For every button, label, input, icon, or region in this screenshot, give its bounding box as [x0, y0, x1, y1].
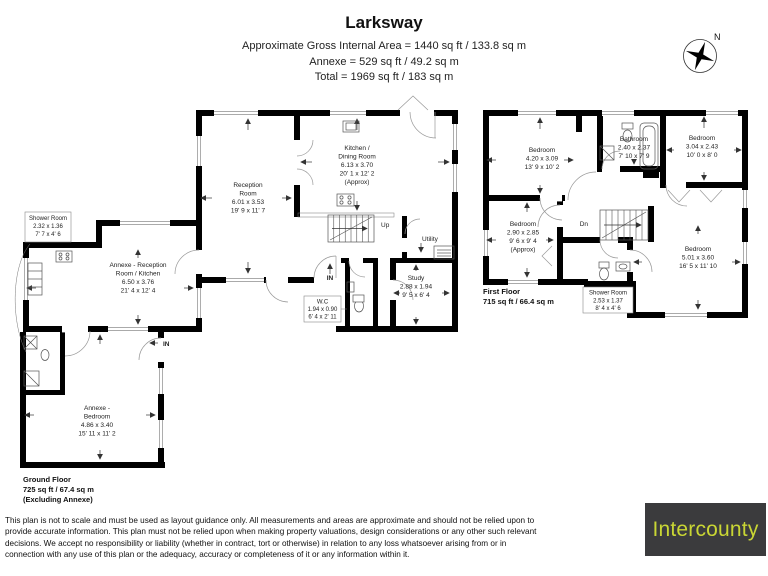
- room-label: 21' 4 x 12' 4: [120, 287, 156, 295]
- room-label: 2.53 x 1.37: [593, 298, 623, 305]
- annexe-area-line: Annexe = 529 sq ft / 49.2 sq m: [309, 55, 459, 68]
- window-marker: [226, 277, 264, 283]
- room-label: 2.32 x 1.36: [33, 224, 63, 230]
- room-label: 4.20 x 3.09: [525, 155, 559, 163]
- window-marker: [508, 279, 538, 285]
- compass-icon: [684, 32, 721, 73]
- room-label: Reception: [233, 182, 263, 189]
- room-label: Bedroom: [509, 221, 537, 228]
- room-label: 2.90 x 2.85: [506, 229, 540, 237]
- entrance-label: IN: [326, 275, 334, 282]
- room-label: 16' 5 x 11' 10: [679, 263, 717, 270]
- room-label: Room: [239, 190, 257, 198]
- room-label: 4.86 x 3.40: [80, 422, 114, 429]
- room-label: 5.01 x 3.60: [681, 254, 715, 262]
- stairs-down-label: Dn: [579, 221, 588, 228]
- room-label: 3.04 x 2.43: [685, 143, 719, 151]
- total-area-line: Total = 1969 sq ft / 183 sq m: [314, 71, 454, 83]
- page-title: Larksway: [345, 13, 423, 32]
- disclaimer-line: This plan is not to scale and must be used as layout guidance only. All measurements and areas are approximate and should not be relied upon to: [5, 516, 535, 525]
- door-opening: [196, 250, 203, 274]
- window-marker: [706, 110, 738, 116]
- disclaimer-line: connection with any use of this plan or the adequacy, accuracy or completeness of it or any information within it.: [5, 549, 410, 559]
- door-opening: [540, 195, 562, 202]
- window-marker: [108, 326, 148, 332]
- gross-area-line: Approximate Gross Internal Area = 1440 sq ft / 133.8 sq m: [241, 40, 526, 52]
- room-label: 20' 1 x 12' 2: [339, 170, 375, 178]
- first-floor-shower-fixtures: [599, 262, 630, 280]
- door-opening: [557, 205, 564, 227]
- window-marker: [196, 288, 202, 318]
- room-label: Annexe - Reception: [109, 262, 167, 269]
- window-marker: [602, 110, 634, 116]
- door-opening: [666, 182, 686, 189]
- room-label: 6' 4 x 2' 11: [308, 314, 337, 321]
- window-marker: [330, 110, 366, 116]
- window-marker: [120, 220, 170, 226]
- room-label: Study: [407, 275, 425, 282]
- window-marker: [158, 420, 164, 448]
- room-label: Utility: [422, 236, 438, 243]
- disclaimer-line: decisions. We accept no responsibility or liability (whether in contract, tort or otherwise) in relation to any loss whatsoever arising from or in: [5, 538, 507, 548]
- door-opening: [62, 326, 88, 333]
- compass-north-label: N: [714, 32, 721, 42]
- door-opening: [266, 277, 288, 284]
- room-label: Room / Kitchen: [115, 270, 161, 278]
- room-label: 9' 5 x 6' 4: [402, 292, 430, 299]
- room-label: 7' 7 x 4' 6: [35, 232, 61, 238]
- annexe-kitchen-fixtures: [28, 251, 72, 295]
- room-label: Bedroom: [684, 246, 712, 253]
- room-label: 2.40 x 2.37: [617, 144, 651, 152]
- first-floor-area: 715 sq ft / 66.4 sq m: [483, 297, 554, 306]
- room-label: Bedroom: [83, 413, 111, 421]
- door-opening: [602, 166, 620, 173]
- stairs-up-label: Up: [381, 222, 390, 229]
- door-opening: [378, 258, 390, 265]
- room-label: Shower Room: [28, 216, 68, 222]
- intercounty-logo: [645, 503, 766, 556]
- room-label: 15' 11 x 11' 2: [78, 430, 116, 438]
- room-label: W.C: [316, 299, 329, 306]
- room-label: Annexe -: [83, 405, 111, 412]
- window-marker: [518, 110, 556, 116]
- room-label: Shower Room: [588, 290, 628, 297]
- ground-floor-area: 725 sq ft / 67.4 sq m: [23, 485, 94, 494]
- intercounty-logo-text: Intercounty: [652, 517, 759, 541]
- disclaimer-line: provide accurate information. This plan must not be relied upon when making property valuations, design considerations or any other such relevant: [5, 527, 537, 537]
- ground-floor-title: Ground Floor: [23, 475, 71, 484]
- window-marker: [665, 312, 707, 318]
- room-label: Bedroom: [688, 135, 716, 142]
- ground-floor-note: (Excluding Annexe): [23, 495, 93, 504]
- room-label: Kitchen /: [344, 145, 370, 152]
- window-marker: [452, 124, 458, 150]
- room-label: 6.01 x 3.53: [231, 199, 265, 206]
- window-marker: [214, 110, 258, 116]
- room-label: 8' 4 x 4' 6: [595, 306, 621, 312]
- room-label: 9' 6 x 9' 4: [509, 238, 537, 245]
- room-label: (Approx): [510, 246, 536, 254]
- room-label: 13' 9 x 10' 2: [524, 164, 560, 171]
- room-label: Bathroom: [619, 136, 649, 143]
- annexe-shower-room-fixtures: [24, 336, 49, 386]
- room-label: 19' 9 x 11' 7: [230, 207, 266, 215]
- room-label: Dining Room: [338, 153, 376, 161]
- window-marker: [158, 368, 164, 394]
- staircase: [328, 215, 374, 242]
- room-label: 6.50 x 3.76: [121, 279, 155, 286]
- first-floor-title: First Floor: [483, 287, 521, 296]
- disclaimer-text: [5, 515, 565, 560]
- room-label: (Approx): [344, 179, 370, 186]
- window-marker: [452, 164, 458, 192]
- window-marker: [742, 190, 748, 208]
- door-opening: [349, 258, 363, 265]
- room-label: 7' 10 x 7' 9: [618, 153, 650, 160]
- door-opening: [400, 110, 434, 117]
- window-marker: [196, 136, 202, 166]
- annexe-entrance-label: IN: [163, 341, 170, 348]
- staircase: [600, 210, 648, 240]
- room-label: 2.88 x 1.94: [399, 283, 433, 291]
- room-label: 1.94 x 0.90: [307, 307, 338, 313]
- room-label: 10' 0 x 8' 0: [686, 152, 718, 159]
- room-label: Bedroom: [528, 147, 556, 154]
- window-marker: [742, 242, 748, 264]
- window-marker: [483, 230, 489, 256]
- room-label: 6.13 x 3.70: [340, 162, 374, 169]
